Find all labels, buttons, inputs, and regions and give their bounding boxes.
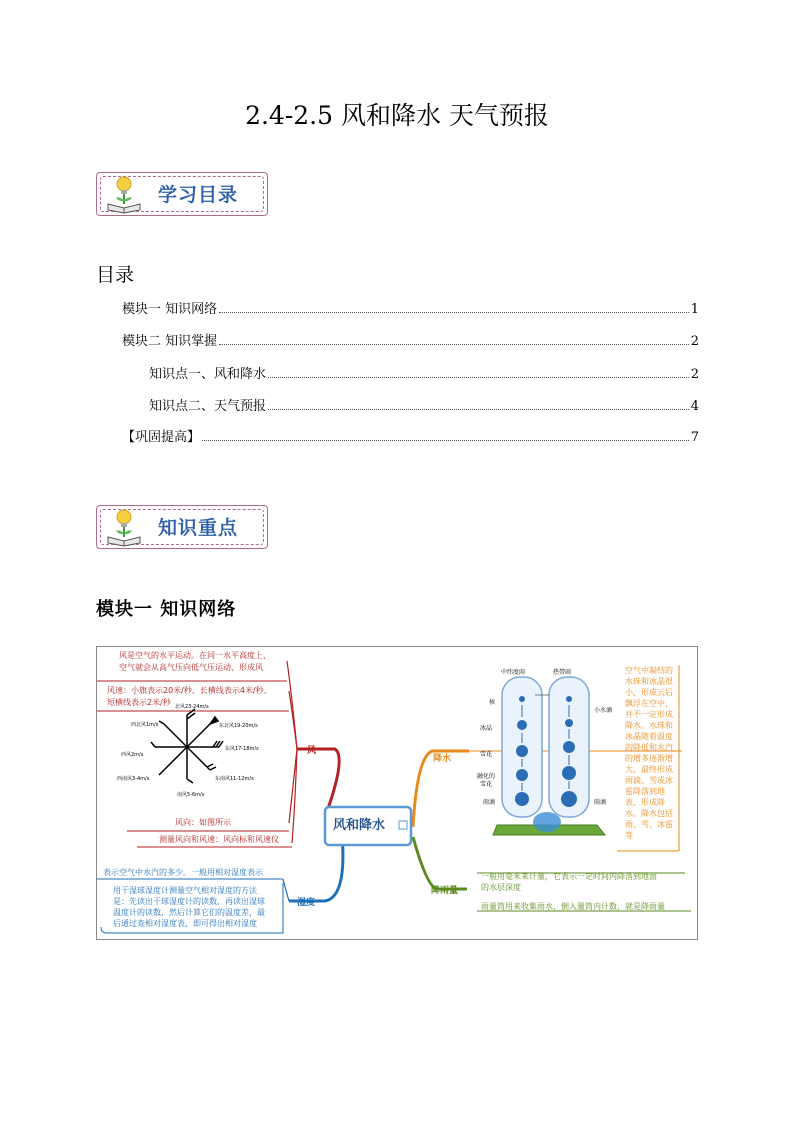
- compass-south: 南风5-6m/s: [177, 792, 205, 798]
- lightbulb-book-icon: [102, 507, 146, 547]
- precip-melting-line1: 融化的: [477, 773, 496, 780]
- branch-wind: 风: [307, 746, 317, 756]
- compass-east: 东风17-18m/s: [225, 746, 259, 752]
- wind-speed-line1: 风速：小旗表示20米/秒、长横线表示4米/秒、: [107, 686, 272, 695]
- study-directory-banner: [96, 172, 268, 216]
- rainfall-measure: 雨量筒用来收集雨水，倒入量筒内计数，就是降雨量: [481, 902, 665, 911]
- precip-col1-label: 中纬度雨: [501, 669, 526, 676]
- precip-raindrop-2: 雨滴: [594, 799, 607, 806]
- humidity-method-line1: 用干湿球湿度计测量空气相对湿度的方法: [113, 886, 257, 895]
- lightbulb-book-icon: [102, 174, 146, 214]
- humidity-method-line4: 后通过查相对湿度表，即可得出相对湿度: [113, 919, 257, 928]
- toc-item[interactable]: 模块二 知识掌握 2: [122, 334, 699, 349]
- precip-ice-crystal: 冰晶: [480, 725, 493, 732]
- compass-southeast: 东南风11-12m/s: [215, 776, 254, 782]
- precip-small-drop: 小水滴: [594, 707, 613, 714]
- precip-nucleus: 核: [489, 699, 496, 706]
- precip-raindrop: 雨滴: [483, 799, 496, 806]
- wind-speed-line2: 短横线表示2米/秒: [107, 698, 171, 707]
- precip-notes: 空气中凝结的 水珠和冰晶很 小，形成云后 飘浮在空中， 并不一定形成 降水。水珠和 冰晶随着温度 的降低和水汽 的增多逐渐增 大，最终形成 雨滴、雪或冰 雹降落到地 表，形成降 水。降水包括 雨、雪、冰雹 等: [625, 666, 673, 840]
- module-heading: 模块一 知识网络: [96, 599, 237, 620]
- precip-melting-line2: 雪花: [480, 781, 493, 788]
- wind-measure-note: 测量风向和风速：风向标和风速仪: [159, 835, 279, 844]
- humidity-definition: 表示空气中水汽的多少。一般用相对湿度表示: [103, 868, 263, 877]
- wind-definition-line1: 风是空气的水平运动。在同一水平高度上，: [119, 651, 271, 660]
- mind-map: [96, 646, 698, 940]
- precip-snowflake: 雪花: [480, 751, 493, 758]
- toc-item[interactable]: 知识点一、风和降水 2: [149, 367, 699, 382]
- compass-southwest: 西南风3-4m/s: [117, 776, 150, 782]
- toc-item[interactable]: 模块一 知识网络 1: [122, 302, 699, 317]
- wind-direction-note: 风向：如图所示: [175, 818, 231, 827]
- precip-col2-label: 热带雨: [553, 669, 572, 676]
- key-knowledge-label: 知识重点: [158, 517, 239, 539]
- rainfall-definition-line2: 的水层深度: [481, 883, 521, 892]
- toc-item[interactable]: 【巩固提高】 7: [122, 430, 699, 445]
- compass-north: 北风23-24m/s: [175, 704, 209, 710]
- compass-west: 西风2m/s: [121, 752, 144, 758]
- document-title: 2.4-2.5 风和降水 天气预报: [245, 101, 549, 130]
- toc-heading: 目录: [96, 264, 135, 286]
- wind-definition-line2: 空气就会从高气压向低气压运动，形成风: [119, 663, 263, 672]
- branch-precipitation: 降水: [433, 754, 452, 764]
- compass-northwest: 西北风1m/s: [131, 722, 159, 728]
- study-directory-label: 学习目录: [158, 184, 239, 206]
- key-knowledge-banner: [96, 505, 268, 549]
- humidity-method-line2: 是：先读出干球湿度计的读数，再读出湿球: [113, 897, 265, 906]
- humidity-method-line3: 温度计的读数，然后计算它们的温度差，最: [113, 908, 265, 917]
- toc-item[interactable]: 知识点二、天气预报 4: [149, 399, 699, 414]
- branch-humidity: 湿度: [297, 898, 316, 908]
- center-node: 风和降水: [333, 818, 386, 833]
- compass-northeast: 东北风19-20m/s: [219, 723, 258, 729]
- branch-rainfall: 降雨量: [431, 886, 459, 896]
- rainfall-definition-line1: 一般用毫米来计量，它表示一定时间内降落到地面: [481, 872, 657, 881]
